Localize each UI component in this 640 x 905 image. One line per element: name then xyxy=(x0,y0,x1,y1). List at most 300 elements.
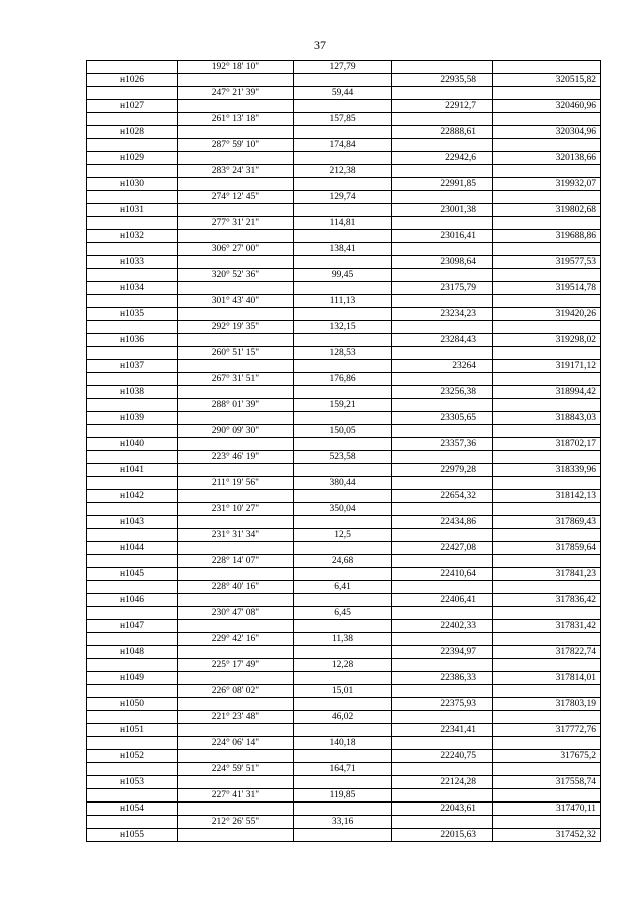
y-coordinate-cell: 317869,43 xyxy=(493,516,601,529)
distance-cell: 212,38 xyxy=(294,165,392,178)
direction-angle-cell: 274° 12' 45" xyxy=(178,191,294,204)
y-coordinate-cell: 320138,66 xyxy=(493,152,601,165)
table-row xyxy=(87,477,601,490)
point-name-cell: н1053 xyxy=(87,776,178,789)
y-coordinate-cell xyxy=(493,87,601,100)
distance-cell: 380,44 xyxy=(294,477,392,490)
point-name-cell xyxy=(87,295,178,308)
y-coordinate-cell xyxy=(493,659,601,672)
direction-angle-cell xyxy=(178,568,294,581)
coordinates-table xyxy=(86,60,601,842)
distance-cell xyxy=(294,438,392,451)
table-row xyxy=(87,763,601,776)
x-coordinate-cell: 22375,93 xyxy=(392,698,493,711)
distance-cell xyxy=(294,490,392,503)
x-coordinate-cell xyxy=(392,789,493,803)
y-coordinate-cell xyxy=(493,269,601,282)
point-name-cell: н1031 xyxy=(87,204,178,217)
point-name-cell: н1042 xyxy=(87,490,178,503)
x-coordinate-cell xyxy=(392,763,493,776)
x-coordinate-cell: 22015,63 xyxy=(392,829,493,842)
table-row xyxy=(87,425,601,438)
point-name-cell: н1046 xyxy=(87,594,178,607)
y-coordinate-cell xyxy=(493,711,601,724)
distance-cell xyxy=(294,152,392,165)
direction-angle-cell xyxy=(178,698,294,711)
y-coordinate-cell xyxy=(493,477,601,490)
distance-cell xyxy=(294,100,392,113)
distance-cell: 24,68 xyxy=(294,555,392,568)
direction-angle-cell: 223° 46' 19" xyxy=(178,451,294,464)
table-row xyxy=(87,620,601,633)
direction-angle-cell xyxy=(178,126,294,139)
table-row xyxy=(87,399,601,412)
x-coordinate-cell xyxy=(392,191,493,204)
direction-angle-cell xyxy=(178,74,294,87)
point-name-cell xyxy=(87,425,178,438)
direction-angle-cell xyxy=(178,204,294,217)
point-name-cell xyxy=(87,555,178,568)
distance-cell xyxy=(294,568,392,581)
x-coordinate-cell: 22979,28 xyxy=(392,464,493,477)
table-row xyxy=(87,659,601,672)
direction-angle-cell: 277° 31' 21" xyxy=(178,217,294,230)
distance-cell: 350,04 xyxy=(294,503,392,516)
point-name-cell: н1028 xyxy=(87,126,178,139)
distance-cell: 157,85 xyxy=(294,113,392,126)
y-coordinate-cell: 319298,02 xyxy=(493,334,601,347)
point-name-cell: н1034 xyxy=(87,282,178,295)
point-name-cell xyxy=(87,321,178,334)
distance-cell: 176,86 xyxy=(294,373,392,386)
distance-cell: 129,74 xyxy=(294,191,392,204)
table-row xyxy=(87,672,601,685)
x-coordinate-cell xyxy=(392,607,493,620)
y-coordinate-cell: 319802,68 xyxy=(493,204,601,217)
x-coordinate-cell: 23256,38 xyxy=(392,386,493,399)
point-name-cell: н1032 xyxy=(87,230,178,243)
table-row xyxy=(87,698,601,711)
y-coordinate-cell: 317452,32 xyxy=(493,829,601,842)
direction-angle-cell: 224° 59' 51" xyxy=(178,763,294,776)
point-name-cell xyxy=(87,139,178,152)
table-row xyxy=(87,100,601,113)
distance-cell xyxy=(294,126,392,139)
table-row xyxy=(87,87,601,100)
table-row xyxy=(87,74,601,87)
point-name-cell: н1052 xyxy=(87,750,178,763)
y-coordinate-cell xyxy=(493,347,601,360)
x-coordinate-cell: 23284,43 xyxy=(392,334,493,347)
y-coordinate-cell xyxy=(493,191,601,204)
point-name-cell: н1033 xyxy=(87,256,178,269)
direction-angle-cell xyxy=(178,594,294,607)
table-row xyxy=(87,737,601,750)
point-name-cell xyxy=(87,373,178,386)
y-coordinate-cell: 319514,78 xyxy=(493,282,601,295)
direction-angle-cell xyxy=(178,750,294,763)
distance-cell: 127,79 xyxy=(294,61,392,74)
table-row xyxy=(87,269,601,282)
direction-angle-cell xyxy=(178,490,294,503)
point-name-cell xyxy=(87,243,178,256)
table-row xyxy=(87,152,601,165)
y-coordinate-cell: 317836,42 xyxy=(493,594,601,607)
y-coordinate-cell xyxy=(493,61,601,74)
x-coordinate-cell: 22240,75 xyxy=(392,750,493,763)
x-coordinate-cell xyxy=(392,87,493,100)
direction-angle-cell: 292° 19' 35" xyxy=(178,321,294,334)
distance-cell: 164,71 xyxy=(294,763,392,776)
x-coordinate-cell xyxy=(392,373,493,386)
x-coordinate-cell: 23001,38 xyxy=(392,204,493,217)
direction-angle-cell xyxy=(178,620,294,633)
distance-cell: 46,02 xyxy=(294,711,392,724)
point-name-cell xyxy=(87,711,178,724)
y-coordinate-cell: 318339,96 xyxy=(493,464,601,477)
point-name-cell xyxy=(87,685,178,698)
direction-angle-cell: 290° 09' 30" xyxy=(178,425,294,438)
table-row xyxy=(87,581,601,594)
distance-cell xyxy=(294,256,392,269)
table-row xyxy=(87,412,601,425)
direction-angle-cell xyxy=(178,802,294,816)
point-name-cell xyxy=(87,347,178,360)
point-name-cell xyxy=(87,269,178,282)
distance-cell xyxy=(294,282,392,295)
point-name-cell xyxy=(87,113,178,126)
distance-cell xyxy=(294,178,392,191)
y-coordinate-cell xyxy=(493,217,601,230)
direction-angle-cell: 192° 18' 10" xyxy=(178,61,294,74)
direction-angle-cell: 247° 21' 39" xyxy=(178,87,294,100)
direction-angle-cell xyxy=(178,282,294,295)
point-name-cell xyxy=(87,659,178,672)
direction-angle-cell: 283° 24' 31" xyxy=(178,165,294,178)
x-coordinate-cell xyxy=(392,217,493,230)
y-coordinate-cell: 319420,26 xyxy=(493,308,601,321)
table-row xyxy=(87,464,601,477)
point-name-cell xyxy=(87,737,178,750)
y-coordinate-cell xyxy=(493,607,601,620)
distance-cell xyxy=(294,594,392,607)
distance-cell xyxy=(294,516,392,529)
point-name-cell xyxy=(87,581,178,594)
x-coordinate-cell xyxy=(392,737,493,750)
table-row xyxy=(87,217,601,230)
distance-cell: 6,45 xyxy=(294,607,392,620)
x-coordinate-cell: 23098,64 xyxy=(392,256,493,269)
x-coordinate-cell xyxy=(392,295,493,308)
table-row xyxy=(87,724,601,737)
x-coordinate-cell: 23357,36 xyxy=(392,438,493,451)
x-coordinate-cell xyxy=(392,477,493,490)
distance-cell: 15,01 xyxy=(294,685,392,698)
point-name-cell: н1035 xyxy=(87,308,178,321)
x-coordinate-cell xyxy=(392,321,493,334)
y-coordinate-cell xyxy=(493,581,601,594)
y-coordinate-cell xyxy=(493,373,601,386)
distance-cell: 132,15 xyxy=(294,321,392,334)
x-coordinate-cell xyxy=(392,347,493,360)
distance-cell: 114,81 xyxy=(294,217,392,230)
table-row xyxy=(87,61,601,74)
y-coordinate-cell xyxy=(493,295,601,308)
distance-cell: 140,18 xyxy=(294,737,392,750)
y-coordinate-cell: 320460,96 xyxy=(493,100,601,113)
distance-cell: 128,53 xyxy=(294,347,392,360)
point-name-cell xyxy=(87,165,178,178)
direction-angle-cell: 306° 27' 00" xyxy=(178,243,294,256)
table-row xyxy=(87,334,601,347)
direction-angle-cell xyxy=(178,516,294,529)
point-name-cell: н1027 xyxy=(87,100,178,113)
y-coordinate-cell: 317814,01 xyxy=(493,672,601,685)
y-coordinate-cell: 318142,13 xyxy=(493,490,601,503)
point-name-cell xyxy=(87,607,178,620)
table-row xyxy=(87,126,601,139)
y-coordinate-cell: 317470,11 xyxy=(493,802,601,816)
point-name-cell: н1048 xyxy=(87,646,178,659)
x-coordinate-cell xyxy=(392,451,493,464)
point-name-cell xyxy=(87,503,178,516)
point-name-cell xyxy=(87,789,178,803)
distance-cell xyxy=(294,360,392,373)
y-coordinate-cell: 317772,76 xyxy=(493,724,601,737)
distance-cell xyxy=(294,750,392,763)
point-name-cell: н1049 xyxy=(87,672,178,685)
x-coordinate-cell: 23016,41 xyxy=(392,230,493,243)
distance-cell xyxy=(294,412,392,425)
x-coordinate-cell xyxy=(392,659,493,672)
direction-angle-cell: 230° 47' 08" xyxy=(178,607,294,620)
x-coordinate-cell: 22912,7 xyxy=(392,100,493,113)
point-name-cell: н1050 xyxy=(87,698,178,711)
table-row xyxy=(87,243,601,256)
point-name-cell: н1037 xyxy=(87,360,178,373)
y-coordinate-cell: 319171,12 xyxy=(493,360,601,373)
direction-angle-cell xyxy=(178,256,294,269)
distance-cell xyxy=(294,620,392,633)
distance-cell: 523,58 xyxy=(294,451,392,464)
distance-cell xyxy=(294,74,392,87)
x-coordinate-cell xyxy=(392,61,493,74)
y-coordinate-cell: 320515,82 xyxy=(493,74,601,87)
distance-cell xyxy=(294,672,392,685)
y-coordinate-cell: 319932,07 xyxy=(493,178,601,191)
point-name-cell: н1044 xyxy=(87,542,178,555)
point-name-cell xyxy=(87,529,178,542)
x-coordinate-cell: 23175,79 xyxy=(392,282,493,295)
table-row xyxy=(87,516,601,529)
direction-angle-cell: 228° 14' 07" xyxy=(178,555,294,568)
table-row xyxy=(87,646,601,659)
y-coordinate-cell xyxy=(493,789,601,803)
distance-cell xyxy=(294,776,392,789)
distance-cell xyxy=(294,464,392,477)
direction-angle-cell xyxy=(178,334,294,347)
y-coordinate-cell: 319577,53 xyxy=(493,256,601,269)
distance-cell xyxy=(294,308,392,321)
direction-angle-cell xyxy=(178,438,294,451)
point-name-cell xyxy=(87,763,178,776)
y-coordinate-cell xyxy=(493,113,601,126)
direction-angle-cell: 212° 26' 55" xyxy=(178,816,294,829)
point-name-cell xyxy=(87,217,178,230)
distance-cell xyxy=(294,230,392,243)
table-row xyxy=(87,529,601,542)
table-row xyxy=(87,607,601,620)
x-coordinate-cell: 22935,58 xyxy=(392,74,493,87)
direction-angle-cell xyxy=(178,230,294,243)
x-coordinate-cell: 22402,33 xyxy=(392,620,493,633)
direction-angle-cell xyxy=(178,464,294,477)
page-number: 37 xyxy=(314,38,326,52)
x-coordinate-cell xyxy=(392,555,493,568)
table-row xyxy=(87,750,601,763)
y-coordinate-cell xyxy=(493,555,601,568)
table-row xyxy=(87,178,601,191)
direction-angle-cell: 288° 01' 39" xyxy=(178,399,294,412)
table-row xyxy=(87,230,601,243)
x-coordinate-cell: 22406,41 xyxy=(392,594,493,607)
x-coordinate-cell: 23234,23 xyxy=(392,308,493,321)
direction-angle-cell: 229° 42' 16" xyxy=(178,633,294,646)
point-name-cell: н1036 xyxy=(87,334,178,347)
table-row xyxy=(87,360,601,373)
direction-angle-cell: 224° 06' 14" xyxy=(178,737,294,750)
y-coordinate-cell xyxy=(493,737,601,750)
y-coordinate-cell: 318994,42 xyxy=(493,386,601,399)
x-coordinate-cell xyxy=(392,139,493,152)
direction-angle-cell xyxy=(178,308,294,321)
y-coordinate-cell: 318702,17 xyxy=(493,438,601,451)
y-coordinate-cell xyxy=(493,243,601,256)
point-name-cell: н1041 xyxy=(87,464,178,477)
y-coordinate-cell: 317558,74 xyxy=(493,776,601,789)
x-coordinate-cell xyxy=(392,243,493,256)
direction-angle-cell: 231° 10' 27" xyxy=(178,503,294,516)
direction-angle-cell: 226° 08' 02" xyxy=(178,685,294,698)
direction-angle-cell xyxy=(178,672,294,685)
distance-cell: 11,38 xyxy=(294,633,392,646)
point-name-cell xyxy=(87,399,178,412)
x-coordinate-cell xyxy=(392,113,493,126)
x-coordinate-cell: 22654,32 xyxy=(392,490,493,503)
table-row xyxy=(87,594,601,607)
distance-cell: 6,41 xyxy=(294,581,392,594)
direction-angle-cell xyxy=(178,412,294,425)
x-coordinate-cell: 22386,33 xyxy=(392,672,493,685)
point-name-cell: н1039 xyxy=(87,412,178,425)
direction-angle-cell xyxy=(178,360,294,373)
direction-angle-cell xyxy=(178,100,294,113)
table-row xyxy=(87,542,601,555)
x-coordinate-cell xyxy=(392,633,493,646)
table-row xyxy=(87,347,601,360)
table-row xyxy=(87,295,601,308)
direction-angle-cell: 231° 31' 34" xyxy=(178,529,294,542)
x-coordinate-cell xyxy=(392,165,493,178)
distance-cell: 99,45 xyxy=(294,269,392,282)
distance-cell: 150,05 xyxy=(294,425,392,438)
y-coordinate-cell: 317822,74 xyxy=(493,646,601,659)
direction-angle-cell: 227° 41' 31" xyxy=(178,789,294,803)
table-row xyxy=(87,490,601,503)
point-name-cell xyxy=(87,61,178,74)
y-coordinate-cell: 317831,42 xyxy=(493,620,601,633)
direction-angle-cell: 211° 19' 56" xyxy=(178,477,294,490)
distance-cell: 138,41 xyxy=(294,243,392,256)
y-coordinate-cell xyxy=(493,321,601,334)
x-coordinate-cell xyxy=(392,685,493,698)
x-coordinate-cell: 22410,64 xyxy=(392,568,493,581)
distance-cell: 59,44 xyxy=(294,87,392,100)
x-coordinate-cell: 22427,08 xyxy=(392,542,493,555)
point-name-cell: н1040 xyxy=(87,438,178,451)
point-name-cell: н1047 xyxy=(87,620,178,633)
table-row xyxy=(87,802,601,816)
table-row xyxy=(87,685,601,698)
distance-cell: 111,13 xyxy=(294,295,392,308)
x-coordinate-cell xyxy=(392,399,493,412)
distance-cell xyxy=(294,334,392,347)
point-name-cell: н1026 xyxy=(87,74,178,87)
distance-cell xyxy=(294,698,392,711)
x-coordinate-cell: 22942,6 xyxy=(392,152,493,165)
x-coordinate-cell: 22991,85 xyxy=(392,178,493,191)
x-coordinate-cell xyxy=(392,269,493,282)
y-coordinate-cell xyxy=(493,633,601,646)
table-row xyxy=(87,256,601,269)
distance-cell: 33,16 xyxy=(294,816,392,829)
direction-angle-cell xyxy=(178,646,294,659)
table-row xyxy=(87,816,601,829)
x-coordinate-cell xyxy=(392,529,493,542)
table-row xyxy=(87,373,601,386)
point-name-cell: н1029 xyxy=(87,152,178,165)
direction-angle-cell xyxy=(178,178,294,191)
x-coordinate-cell: 22434,86 xyxy=(392,516,493,529)
y-coordinate-cell: 320304,96 xyxy=(493,126,601,139)
y-coordinate-cell xyxy=(493,529,601,542)
table-row xyxy=(87,555,601,568)
y-coordinate-cell xyxy=(493,763,601,776)
point-name-cell: н1045 xyxy=(87,568,178,581)
x-coordinate-cell: 22888,61 xyxy=(392,126,493,139)
distance-cell: 174,84 xyxy=(294,139,392,152)
y-coordinate-cell: 319688,86 xyxy=(493,230,601,243)
table-row xyxy=(87,829,601,842)
y-coordinate-cell xyxy=(493,425,601,438)
distance-cell xyxy=(294,542,392,555)
y-coordinate-cell: 317859,64 xyxy=(493,542,601,555)
point-name-cell: н1043 xyxy=(87,516,178,529)
table-row xyxy=(87,204,601,217)
distance-cell: 159,21 xyxy=(294,399,392,412)
table-row xyxy=(87,386,601,399)
table-row xyxy=(87,789,601,803)
x-coordinate-cell xyxy=(392,425,493,438)
table-row xyxy=(87,503,601,516)
y-coordinate-cell: 317675,2 xyxy=(493,750,601,763)
point-name-cell xyxy=(87,191,178,204)
distance-cell xyxy=(294,646,392,659)
table-row xyxy=(87,568,601,581)
point-name-cell xyxy=(87,451,178,464)
distance-cell: 12,28 xyxy=(294,659,392,672)
x-coordinate-cell: 22341,41 xyxy=(392,724,493,737)
